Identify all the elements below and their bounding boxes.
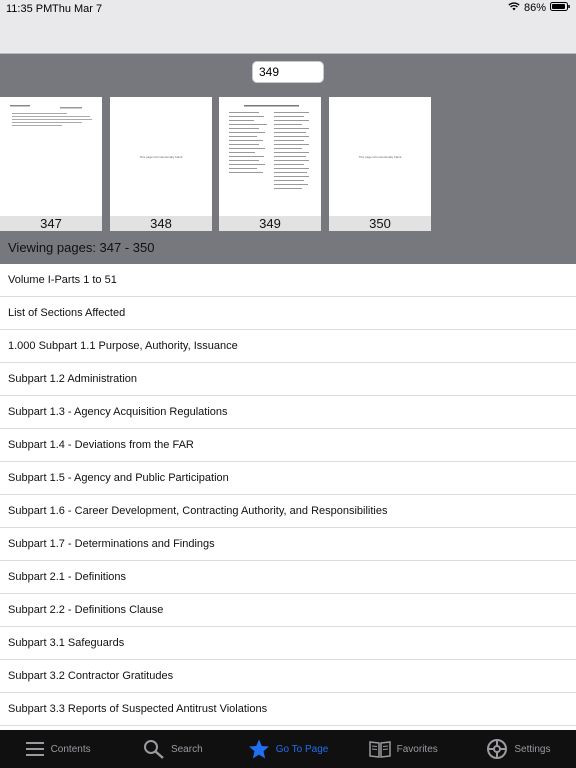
- list-item[interactable]: Subpart 3.2 Contractor Gratitudes: [0, 660, 576, 693]
- list-item[interactable]: List of Sections Affected: [0, 297, 576, 330]
- blank-page-note: This page left intentionally blank: [358, 155, 402, 159]
- tab-contents[interactable]: [0, 730, 115, 768]
- tab-label: Settings: [514, 743, 551, 755]
- tab-bar: [0, 730, 576, 768]
- tab-settings[interactable]: [461, 730, 576, 768]
- navigation-bar: [0, 20, 576, 54]
- list-item[interactable]: Volume I-Parts 1 to 51: [0, 264, 576, 297]
- list-item[interactable]: Subpart 1.3 - Agency Acquisition Regulations: [0, 396, 576, 429]
- status-bar: [0, 0, 576, 20]
- list-item[interactable]: Subpart 3.3 Reports of Suspected Antitrust Violations: [0, 693, 576, 726]
- tab-label: Favorites: [396, 743, 438, 755]
- status-time: 11:35 PM: [6, 3, 53, 15]
- viewing-pages-label: Viewing pages: 347 - 350: [8, 240, 155, 255]
- battery-percent: 86%: [523, 2, 546, 14]
- blank-page-note: This page left intentionally blank: [139, 155, 183, 159]
- list-icon: [25, 740, 45, 758]
- list-item[interactable]: Subpart 2.2 - Definitions Clause: [0, 594, 576, 627]
- status-right: [508, 2, 570, 14]
- page-thumbnail-347[interactable]: [0, 97, 102, 231]
- page-number-label: 348: [110, 216, 212, 231]
- list-item[interactable]: Subpart 1.5 - Agency and Public Participation: [0, 462, 576, 495]
- tab-search[interactable]: [115, 730, 230, 768]
- tab-go-to-page[interactable]: [230, 730, 345, 768]
- page-number-label: 349: [219, 216, 321, 231]
- status-date: Thu Mar 7: [52, 3, 103, 15]
- gear-icon: [486, 738, 508, 760]
- tab-label: Search: [170, 743, 203, 755]
- page-thumbnail-349[interactable]: [219, 97, 321, 231]
- list-item[interactable]: Subpart 3.1 Safeguards: [0, 627, 576, 660]
- battery-icon: [550, 2, 570, 14]
- section-list: [0, 264, 576, 726]
- page-thumbnail-348[interactable]: [110, 97, 212, 231]
- page-number-label: 350: [329, 216, 431, 231]
- list-item[interactable]: Subpart 2.1 - Definitions: [0, 561, 576, 594]
- wifi-icon: [508, 2, 520, 14]
- tab-label: Contents: [50, 743, 91, 755]
- list-item[interactable]: Subpart 1.7 - Determinations and Findings: [0, 528, 576, 561]
- page-number-label: 347: [0, 216, 102, 231]
- page-thumbnail-350[interactable]: [329, 97, 431, 231]
- search-icon: [143, 739, 165, 759]
- page-number-input[interactable]: [252, 61, 324, 83]
- list-item[interactable]: Subpart 1.4 - Deviations from the FAR: [0, 429, 576, 462]
- list-item[interactable]: Subpart 1.6 - Career Development, Contracting Authority, and Responsibilities: [0, 495, 576, 528]
- page-preview-347: [0, 97, 102, 215]
- list-item[interactable]: Subpart 1.2 Administration: [0, 363, 576, 396]
- star-icon: [248, 739, 270, 759]
- tab-label: Go To Page: [275, 743, 329, 755]
- book-icon: [369, 740, 391, 758]
- list-item[interactable]: 1.000 Subpart 1.1 Purpose, Authority, Issuance: [0, 330, 576, 363]
- page-preview-349: [219, 97, 321, 215]
- tab-favorites[interactable]: [346, 730, 461, 768]
